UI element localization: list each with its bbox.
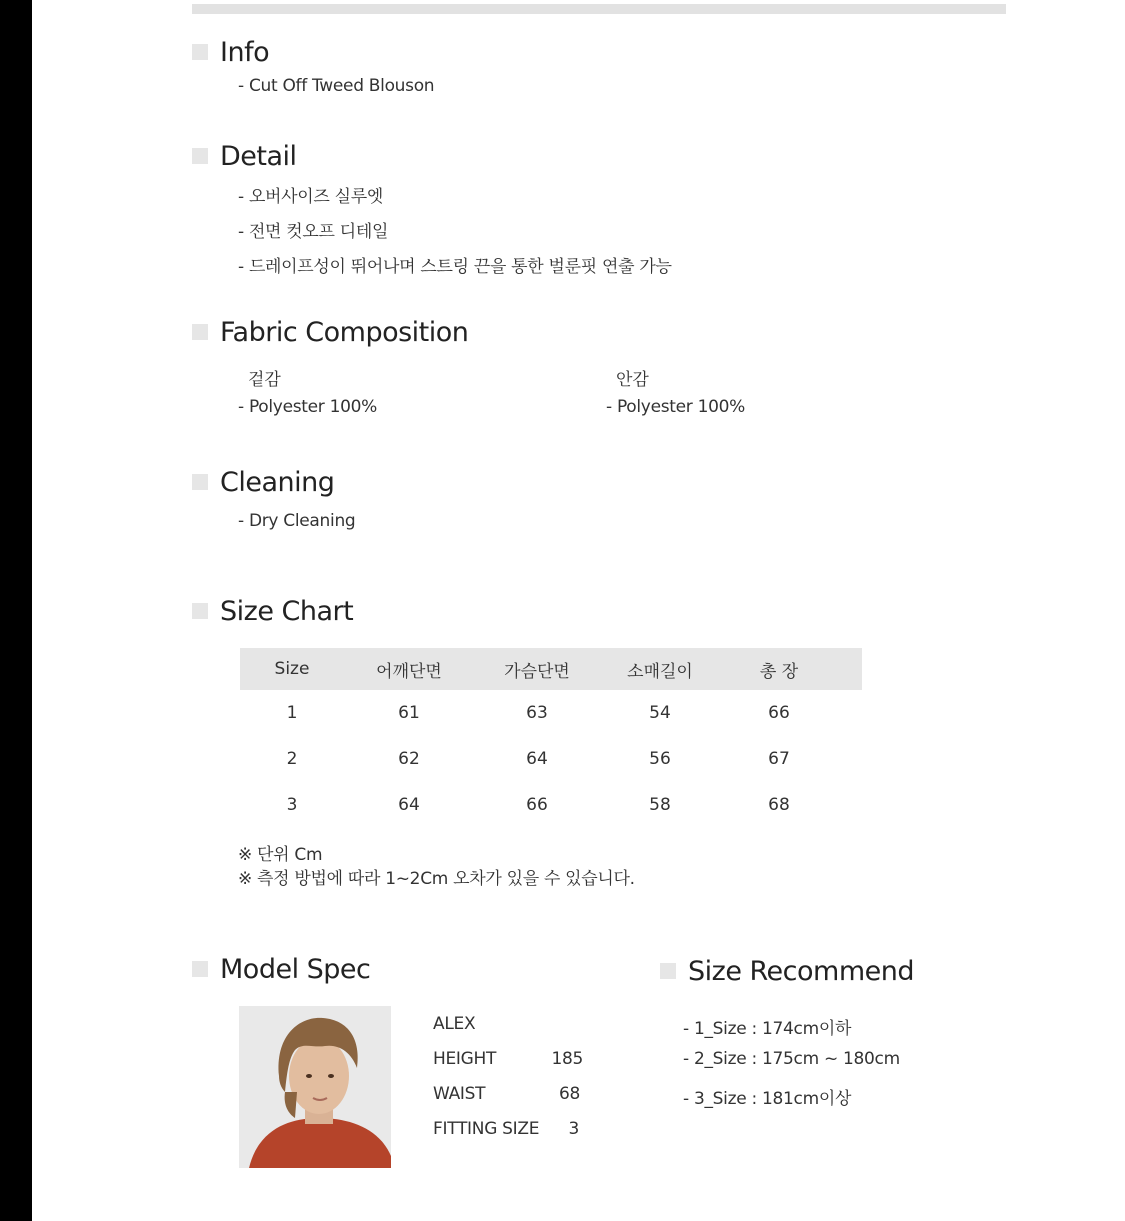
size-recommend-line: - 2_Size : 175cm ~ 180cm	[683, 1049, 900, 1069]
table-cell: 63	[526, 703, 548, 723]
spec-label: FITTING SIZE	[433, 1119, 540, 1139]
spec-value: 68	[558, 1084, 580, 1104]
size-chart-table	[240, 648, 862, 828]
fabric-lining-value: - Polyester 100%	[606, 397, 746, 417]
table-cell: 64	[398, 795, 420, 815]
table-cell: 64	[526, 749, 548, 769]
header-cell: 가슴단면	[504, 661, 570, 682]
size-recommend-line: - 1_Size : 174cm이하	[683, 1019, 852, 1039]
detail-section-title	[192, 139, 297, 173]
spec-value: 185	[551, 1049, 583, 1069]
table-cell: 66	[526, 795, 548, 815]
fabric-outer-value: - Polyester 100%	[238, 397, 378, 417]
fabric-title: Fabric Composition	[220, 316, 469, 348]
size-chart-header-row	[240, 648, 862, 690]
model-photo	[239, 1006, 391, 1168]
fabric-section-title	[192, 315, 468, 349]
table-cell: 62	[398, 749, 420, 769]
size-recommend-title: Size Recommend	[688, 955, 914, 987]
model-spec-row	[433, 1119, 583, 1139]
fabric-lining-label: 안감	[616, 370, 649, 390]
detail-line: - 전면 컷오프 디테일	[238, 222, 389, 242]
detail-line: - 드레이프성이 뛰어나며 스트링 끈을 통한 벌룬핏 연출 가능	[238, 257, 672, 277]
table-row	[240, 782, 862, 828]
header-cell: 어깨단면	[376, 661, 442, 682]
size-chart-note: ※ 측정 방법에 따라 1~2Cm 오차가 있을 수 있습니다.	[238, 869, 635, 889]
square-bullet-icon	[192, 603, 208, 619]
size-recommend-section-title	[660, 954, 914, 988]
table-cell: 1	[286, 703, 298, 723]
square-bullet-icon	[192, 961, 208, 977]
info-title: Info	[220, 36, 270, 68]
square-bullet-icon	[660, 963, 676, 979]
spec-value: 3	[568, 1119, 579, 1139]
table-cell: 58	[649, 795, 671, 815]
table-row	[240, 736, 862, 782]
model-name-row	[433, 1014, 583, 1034]
header-cell: Size	[274, 659, 310, 679]
size-chart-section-title	[192, 594, 353, 628]
table-cell: 61	[398, 703, 420, 723]
spec-label: HEIGHT	[433, 1049, 497, 1069]
header-cell: 총 장	[759, 661, 799, 682]
table-cell: 66	[768, 703, 790, 723]
detail-line: - 오버사이즈 실루엣	[238, 187, 384, 207]
model-spec-row	[433, 1084, 583, 1104]
model-portrait-icon	[239, 1006, 391, 1168]
model-name: ALEX	[433, 1014, 476, 1034]
table-cell: 67	[768, 749, 790, 769]
model-spec-title: Model Spec	[220, 953, 371, 985]
size-chart-note: ※ 단위 Cm	[238, 845, 323, 865]
table-cell: 54	[649, 703, 671, 723]
top-divider	[192, 4, 1006, 14]
info-section-title	[192, 35, 269, 69]
model-spec-section-title	[192, 952, 370, 986]
fabric-outer-label: 겉감	[248, 370, 281, 390]
table-cell: 56	[649, 749, 671, 769]
table-cell: 68	[768, 795, 790, 815]
size-recommend-line: - 3_Size : 181cm이상	[683, 1089, 852, 1109]
table-cell: 2	[286, 749, 298, 769]
square-bullet-icon	[192, 44, 208, 60]
size-chart-title: Size Chart	[220, 595, 354, 627]
detail-title: Detail	[220, 140, 297, 172]
square-bullet-icon	[192, 324, 208, 340]
cleaning-section-title	[192, 465, 334, 499]
model-spec-row	[433, 1049, 583, 1069]
table-cell: 3	[286, 795, 298, 815]
info-line: - Cut Off Tweed Blouson	[238, 76, 435, 96]
table-row	[240, 690, 862, 736]
spec-label: WAIST	[433, 1084, 486, 1104]
cleaning-line: - Dry Cleaning	[238, 511, 356, 531]
left-black-bar	[0, 0, 32, 1221]
square-bullet-icon	[192, 148, 208, 164]
cleaning-title: Cleaning	[220, 466, 335, 498]
header-cell: 소매길이	[627, 661, 693, 682]
square-bullet-icon	[192, 474, 208, 490]
